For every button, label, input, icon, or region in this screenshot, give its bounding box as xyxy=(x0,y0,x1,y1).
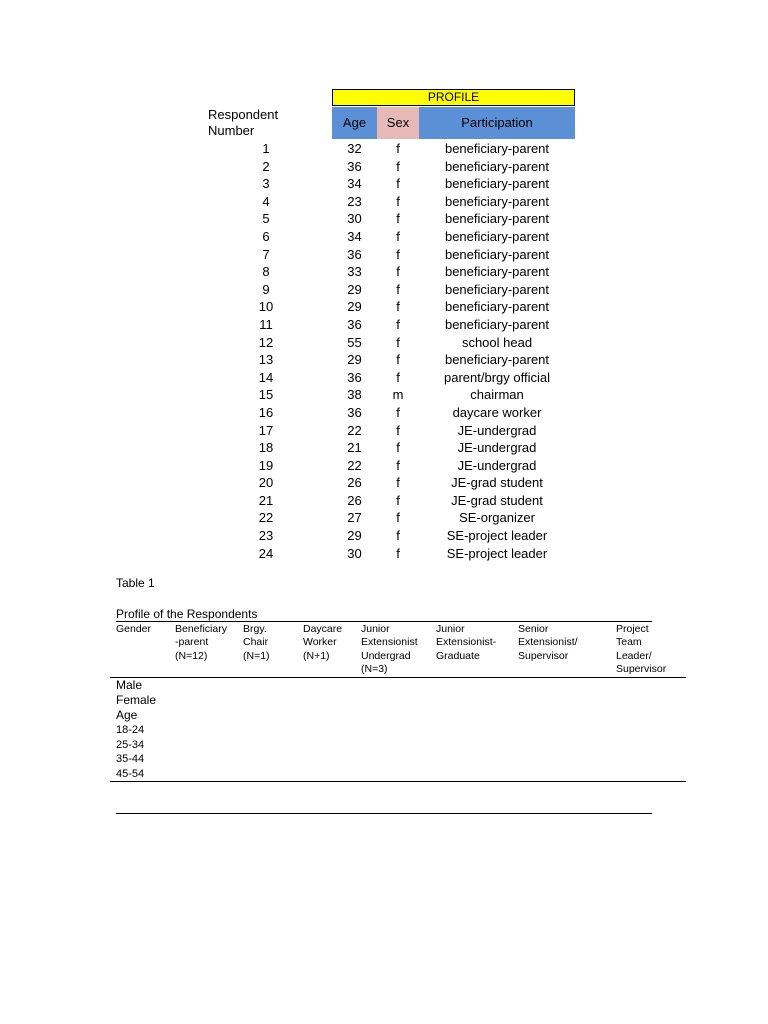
age-cell: 33 xyxy=(347,264,362,280)
table-row xyxy=(0,298,768,316)
respondent-number-cell: 9 xyxy=(262,281,270,297)
sex-cell: f xyxy=(396,475,400,491)
header-line: -parent xyxy=(175,636,209,649)
table-label: Table 1 xyxy=(116,576,155,590)
header-line: Extensionist- xyxy=(436,636,497,649)
participation-cell: school head xyxy=(461,334,533,350)
age-cell: 30 xyxy=(347,545,362,561)
junior-extensionist-graduate-header xyxy=(436,623,496,663)
header-line: Undergrad xyxy=(361,649,411,662)
table-row xyxy=(0,175,768,193)
daycare-worker-header xyxy=(303,623,342,663)
table-row xyxy=(0,386,768,404)
header-line: Beneficiary xyxy=(175,623,227,635)
header-line: (N=3) xyxy=(361,662,388,675)
table1-row-label: 35-44 xyxy=(116,753,145,766)
header-line: (N=1) xyxy=(243,649,270,662)
sex-cell: f xyxy=(396,510,400,526)
table-row xyxy=(0,509,768,527)
sex-header: Sex xyxy=(377,107,419,139)
age-cell: 32 xyxy=(347,141,362,156)
table1-row-label: Male xyxy=(116,678,143,692)
participation-cell: JE-grad student xyxy=(451,475,543,491)
table-row xyxy=(0,316,768,334)
respondent-number-header: Respondent Number xyxy=(208,107,279,138)
sex-cell: f xyxy=(396,316,400,332)
respondent-number-cell: 1 xyxy=(262,141,270,156)
table-row xyxy=(0,545,768,563)
age-cell: 27 xyxy=(347,510,362,526)
respondent-number-cell: 22 xyxy=(258,510,274,526)
header-line: (N=12) xyxy=(175,649,208,662)
sex-cell: f xyxy=(396,528,400,544)
participation-cell: beneficiary-parent xyxy=(444,246,550,262)
sex-cell: f xyxy=(396,158,400,174)
participation-cell: SE-project leader xyxy=(446,545,548,561)
sex-cell: f xyxy=(396,369,400,385)
age-cell: 36 xyxy=(347,246,362,262)
sex-cell: f xyxy=(396,281,400,297)
participation-cell: chairman xyxy=(470,387,524,403)
table-row xyxy=(0,351,768,369)
table-row xyxy=(0,158,768,176)
footer-rule xyxy=(116,813,652,814)
age-cell: 38 xyxy=(347,387,362,403)
age-cell: 26 xyxy=(347,492,362,508)
table1-header-row xyxy=(0,623,768,677)
header-line: Project xyxy=(616,623,649,635)
participation-cell: beneficiary-parent xyxy=(444,352,550,368)
age-cell: 29 xyxy=(347,299,362,315)
sex-cell: m xyxy=(392,387,404,403)
table-row xyxy=(0,334,768,352)
table-row xyxy=(0,492,768,510)
age-cell: 36 xyxy=(347,316,362,332)
table1-body xyxy=(116,678,416,782)
project-team-leader-header xyxy=(616,623,666,676)
header-line: Junior xyxy=(361,623,390,635)
table1-row-label: Female xyxy=(116,693,157,707)
participation-cell: JE-undergrad xyxy=(457,457,537,473)
header-line: Junior xyxy=(436,623,465,635)
respondent-number-cell: 17 xyxy=(258,422,274,438)
respondent-number-cell: 13 xyxy=(258,352,274,368)
sex-cell: f xyxy=(396,422,400,438)
participation-cell: beneficiary-parent xyxy=(444,264,550,280)
brgy-chair-header xyxy=(243,623,270,663)
respondent-number-cell: 16 xyxy=(258,404,274,420)
respondent-number-cell: 15 xyxy=(258,387,274,403)
header-line: Leader/ xyxy=(616,649,652,662)
respondent-number-cell: 5 xyxy=(262,211,270,227)
respondent-number-cell: 8 xyxy=(262,264,270,280)
sex-cell: f xyxy=(396,193,400,209)
header-line: Team xyxy=(616,636,642,649)
age-cell: 22 xyxy=(347,422,362,438)
table-row xyxy=(0,404,768,422)
profile-banner: PROFILE xyxy=(332,89,575,106)
junior-extensionist-undergrad-header xyxy=(361,623,418,676)
table-bottom-rule xyxy=(110,781,686,782)
age-cell: 30 xyxy=(347,211,362,227)
sex-cell: f xyxy=(396,246,400,262)
sex-cell: f xyxy=(396,492,400,508)
sex-cell: f xyxy=(396,211,400,227)
sex-cell: f xyxy=(396,228,400,244)
table-row xyxy=(0,210,768,228)
participation-cell: JE-undergrad xyxy=(457,440,537,456)
table-row xyxy=(0,457,768,475)
participation-cell: beneficiary-parent xyxy=(444,211,550,227)
respondent-number-cell: 19 xyxy=(258,457,274,473)
header-line: Extensionist/ xyxy=(518,636,578,649)
sex-cell: f xyxy=(396,299,400,315)
sex-cell: f xyxy=(396,176,400,192)
table-row xyxy=(0,228,768,246)
respondent-number-cell: 10 xyxy=(258,299,274,315)
sex-cell: f xyxy=(396,264,400,280)
participation-cell: SE-project leader xyxy=(446,528,548,544)
header-line: Supervisor xyxy=(616,662,667,675)
respondent-number-cell: 21 xyxy=(258,492,274,508)
age-cell: 55 xyxy=(347,334,362,350)
respondent-number-cell: 4 xyxy=(262,193,270,209)
sex-cell: f xyxy=(396,404,400,420)
senior-extensionist-header xyxy=(518,623,578,663)
table-row xyxy=(0,140,768,158)
respondent-number-cell: 11 xyxy=(259,316,273,332)
participation-cell: JE-grad student xyxy=(451,492,543,508)
respondent-number-cell: 6 xyxy=(262,228,270,244)
table-row xyxy=(0,281,768,299)
participation-cell: beneficiary-parent xyxy=(444,281,550,297)
sex-cell: f xyxy=(396,440,400,456)
age-cell: 34 xyxy=(347,228,362,244)
participation-cell: beneficiary-parent xyxy=(444,158,550,174)
header-line: Brgy. xyxy=(243,623,267,635)
sex-cell: f xyxy=(396,545,400,561)
age-cell: 21 xyxy=(347,440,362,456)
sex-cell: f xyxy=(396,457,400,473)
header-line: Senior xyxy=(518,623,549,635)
age-cell: 23 xyxy=(347,193,362,209)
participation-header: Participation xyxy=(419,107,575,139)
table-top-rule xyxy=(116,621,652,622)
respondent-number-cell: 20 xyxy=(258,475,274,491)
respondent-number-cell: 23 xyxy=(258,528,274,544)
respondent-number-cell: 7 xyxy=(262,246,270,262)
participation-cell: beneficiary-parent xyxy=(444,176,550,192)
header-line: Worker xyxy=(303,636,337,649)
age-cell: 36 xyxy=(347,158,362,174)
table-row xyxy=(0,263,768,281)
participation-cell: beneficiary-parent xyxy=(444,193,550,209)
participation-cell: beneficiary-parent xyxy=(444,299,550,315)
table-row xyxy=(0,422,768,440)
participation-cell: daycare worker xyxy=(452,404,542,420)
table-row xyxy=(0,527,768,545)
table-row xyxy=(0,439,768,457)
respondent-number-cell: 14 xyxy=(258,369,274,385)
table-row xyxy=(0,474,768,492)
respondent-number-cell: 3 xyxy=(262,176,270,192)
age-cell: 29 xyxy=(347,352,362,368)
table1-row-label: 25-34 xyxy=(116,738,145,751)
gender-header xyxy=(116,623,151,636)
respondent-number-cell: 12 xyxy=(258,334,274,350)
participation-cell: JE-undergrad xyxy=(457,422,537,438)
beneficiary-parent-header xyxy=(175,623,227,663)
participation-cell: SE-organizer xyxy=(459,510,535,526)
header-line: Daycare xyxy=(303,623,343,635)
header-line: Gender xyxy=(116,623,152,635)
age-cell: 22 xyxy=(347,457,362,473)
sex-cell: f xyxy=(396,352,400,368)
participation-cell: beneficiary-parent xyxy=(444,141,550,156)
sex-cell: f xyxy=(396,141,400,156)
respondent-number-cell: 2 xyxy=(262,158,270,174)
header-line: Chair xyxy=(243,636,269,649)
age-cell: 36 xyxy=(347,404,362,420)
participation-cell: beneficiary-parent xyxy=(444,316,550,332)
table-caption: Profile of the Respondents xyxy=(116,607,258,621)
table-row xyxy=(0,246,768,264)
table1-row-label: Age xyxy=(116,708,138,722)
table1-row-label: 45-54 xyxy=(116,768,145,781)
header-line: (N+1) xyxy=(303,649,330,662)
profile-rows xyxy=(0,140,768,562)
table1-row-label: 18-24 xyxy=(116,724,145,736)
participation-cell: parent/brgy official xyxy=(444,369,550,385)
table-row xyxy=(0,193,768,211)
age-cell: 29 xyxy=(347,528,362,544)
header-line: Supervisor xyxy=(518,649,569,662)
sex-cell: f xyxy=(396,334,400,350)
age-cell: 26 xyxy=(347,475,362,491)
participation-cell: beneficiary-parent xyxy=(444,228,550,244)
respondent-number-cell: 18 xyxy=(258,440,274,456)
age-cell: 36 xyxy=(347,369,362,385)
respondent-number-cell: 24 xyxy=(258,545,274,561)
age-cell: 29 xyxy=(347,281,362,297)
table-row xyxy=(0,369,768,387)
age-header: Age xyxy=(332,107,377,139)
age-cell: 34 xyxy=(347,176,362,192)
header-line: Extensionist xyxy=(361,636,418,649)
header-line: Graduate xyxy=(436,649,480,662)
